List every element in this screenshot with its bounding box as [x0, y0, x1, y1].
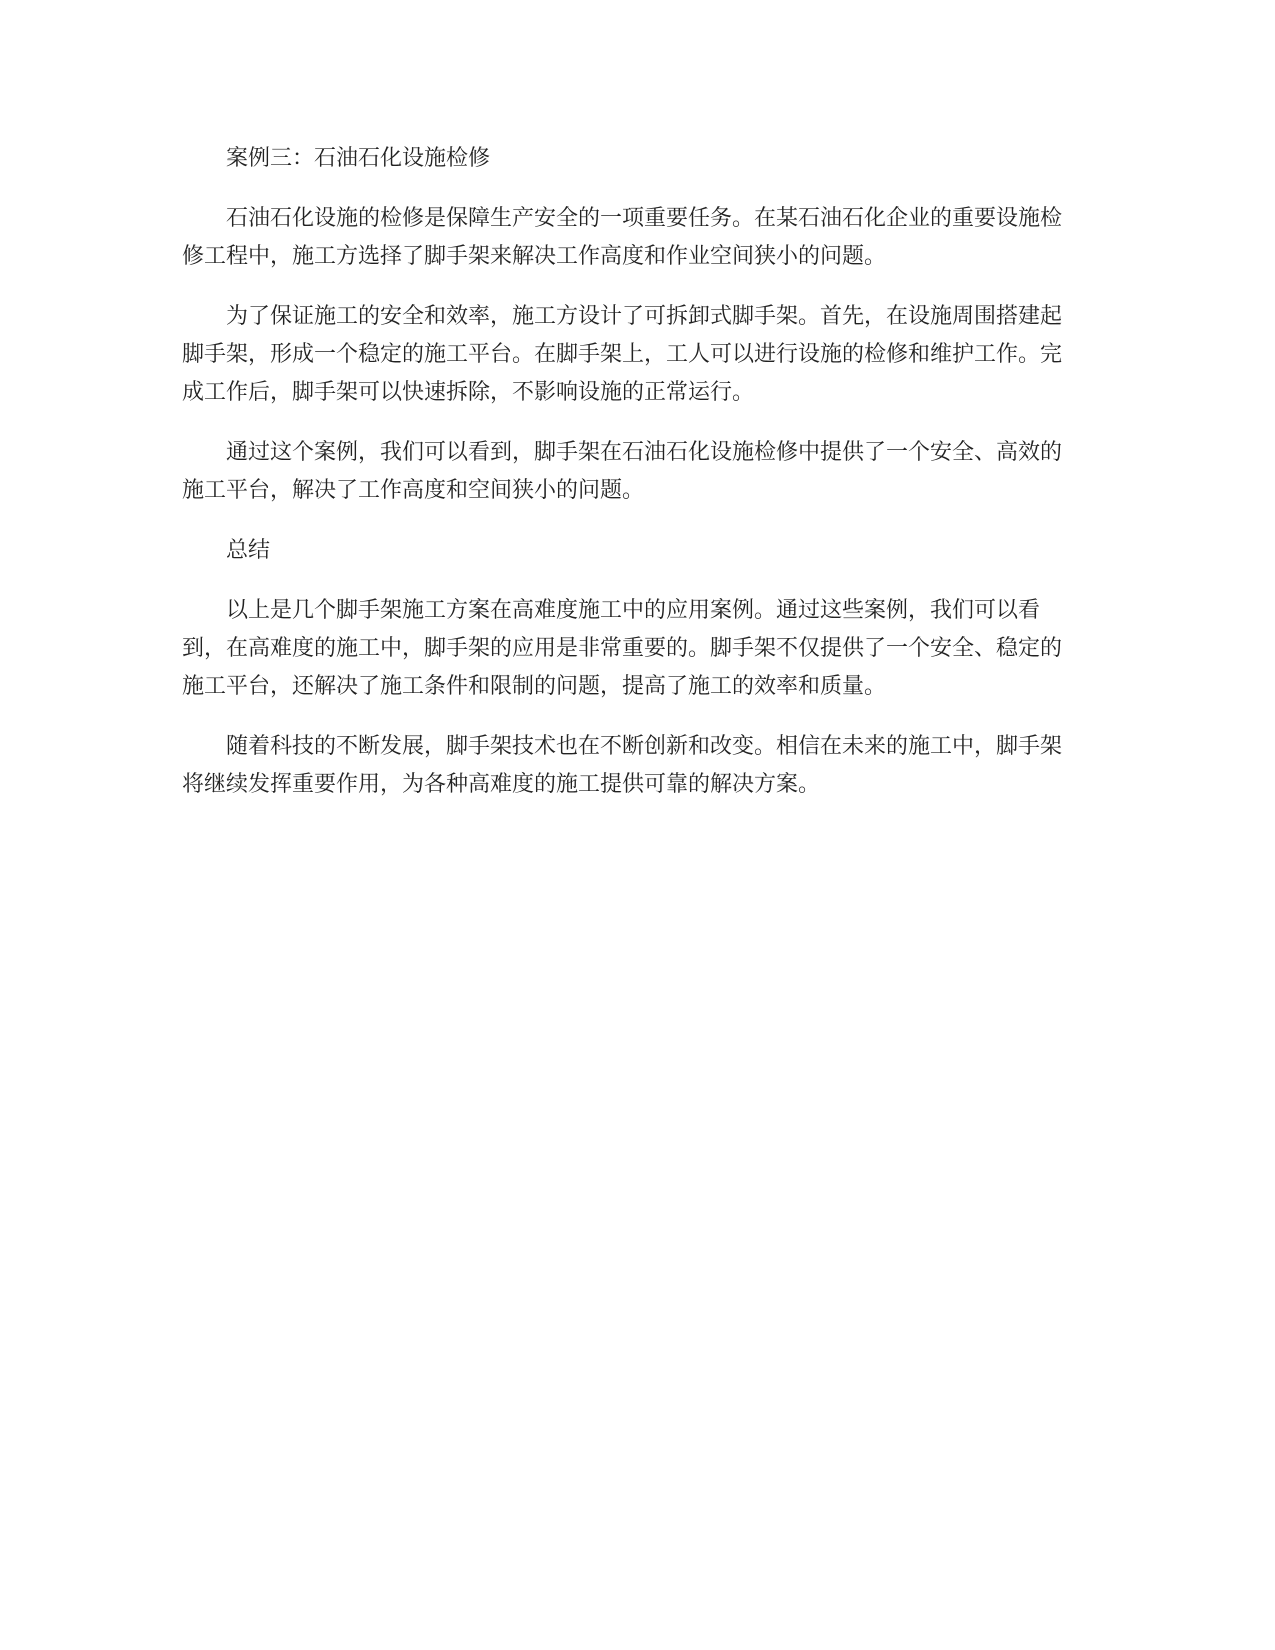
paragraph-case-conclusion: 通过这个案例，我们可以看到，脚手架在石油石化设施检修中提供了一个安全、高效的施工平台，解决了工作高度和空间狭小的问题。	[182, 440, 1063, 503]
paragraph-intro: 石油石化设施的检修是保障生产安全的一项重要任务。在某石油石化企业的重要设施检修工程中，施工方选择了脚手架来解决工作高度和作业空间狭小的问题。	[182, 206, 1063, 269]
paragraph-summary: 以上是几个脚手架施工方案在高难度施工中的应用案例。通过这些案例，我们可以看到，在高难度的施工中，脚手架的应用是非常重要的。脚手架不仅提供了一个安全、稳定的施工平台，还解决了施工条件和限制的问题，提高了施工的效率和质量。	[182, 598, 1063, 699]
section-heading-case-three: 案例三：石油石化设施检修	[226, 146, 491, 171]
section-heading-summary: 总结	[226, 538, 271, 563]
paragraph-design: 为了保证施工的安全和效率，施工方设计了可拆卸式脚手架。首先，在设施周围搭建起脚手架，形成一个稳定的施工平台。在脚手架上，工人可以进行设施的检修和维护工作。完成工作后，脚手架可以快速拆除，不影响设施的正常运行。	[182, 304, 1063, 405]
document-body	[182, 140, 1082, 826]
paragraph-outlook: 随着科技的不断发展，脚手架技术也在不断创新和改变。相信在未来的施工中，脚手架将继续发挥重要作用，为各种高难度的施工提供可靠的解决方案。	[182, 734, 1063, 797]
